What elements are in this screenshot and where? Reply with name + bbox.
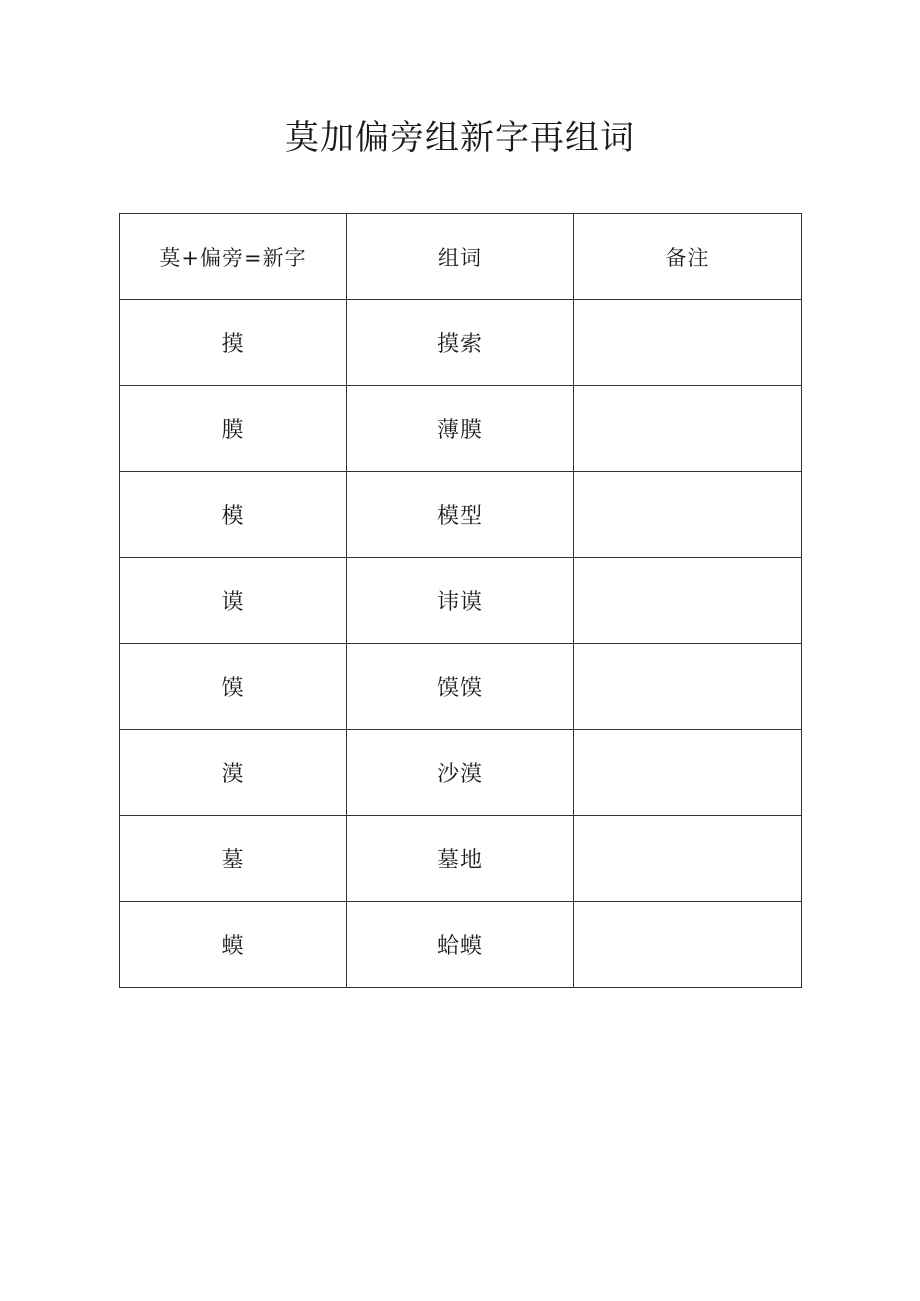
- column-header-note: 备注: [574, 214, 802, 300]
- word-table: [119, 213, 802, 988]
- new-char-cell: 摸: [120, 300, 347, 386]
- note-cell: [574, 644, 802, 730]
- new-char-cell: 漠: [120, 730, 347, 816]
- note-cell: [574, 816, 802, 902]
- table-row: [120, 300, 802, 386]
- table-row: [120, 472, 802, 558]
- page-title: 莫加偏旁组新字再组词: [285, 118, 635, 158]
- word-cell: 薄膜: [347, 386, 574, 472]
- table-row: [120, 816, 802, 902]
- table-header-row: [120, 214, 802, 300]
- table-row: [120, 386, 802, 472]
- note-cell: [574, 300, 802, 386]
- new-char-cell: 蟆: [120, 902, 347, 988]
- table-row: [120, 902, 802, 988]
- word-cell: 摸索: [347, 300, 574, 386]
- note-cell: [574, 472, 802, 558]
- note-cell: [574, 386, 802, 472]
- table-row: [120, 558, 802, 644]
- new-char-cell: 膜: [120, 386, 347, 472]
- table-row: [120, 644, 802, 730]
- note-cell: [574, 730, 802, 816]
- word-cell: 讳谟: [347, 558, 574, 644]
- new-char-cell: 馍: [120, 644, 347, 730]
- word-cell: 蛤蟆: [347, 902, 574, 988]
- new-char-cell: 谟: [120, 558, 347, 644]
- new-char-cell: 墓: [120, 816, 347, 902]
- column-header-new-char: 莫+偏旁=新字: [120, 214, 347, 300]
- word-cell: 模型: [347, 472, 574, 558]
- word-cell: 沙漠: [347, 730, 574, 816]
- new-char-cell: 模: [120, 472, 347, 558]
- note-cell: [574, 558, 802, 644]
- table-row: [120, 730, 802, 816]
- word-cell: 馍馍: [347, 644, 574, 730]
- note-cell: [574, 902, 802, 988]
- column-header-word: 组词: [347, 214, 574, 300]
- word-cell: 墓地: [347, 816, 574, 902]
